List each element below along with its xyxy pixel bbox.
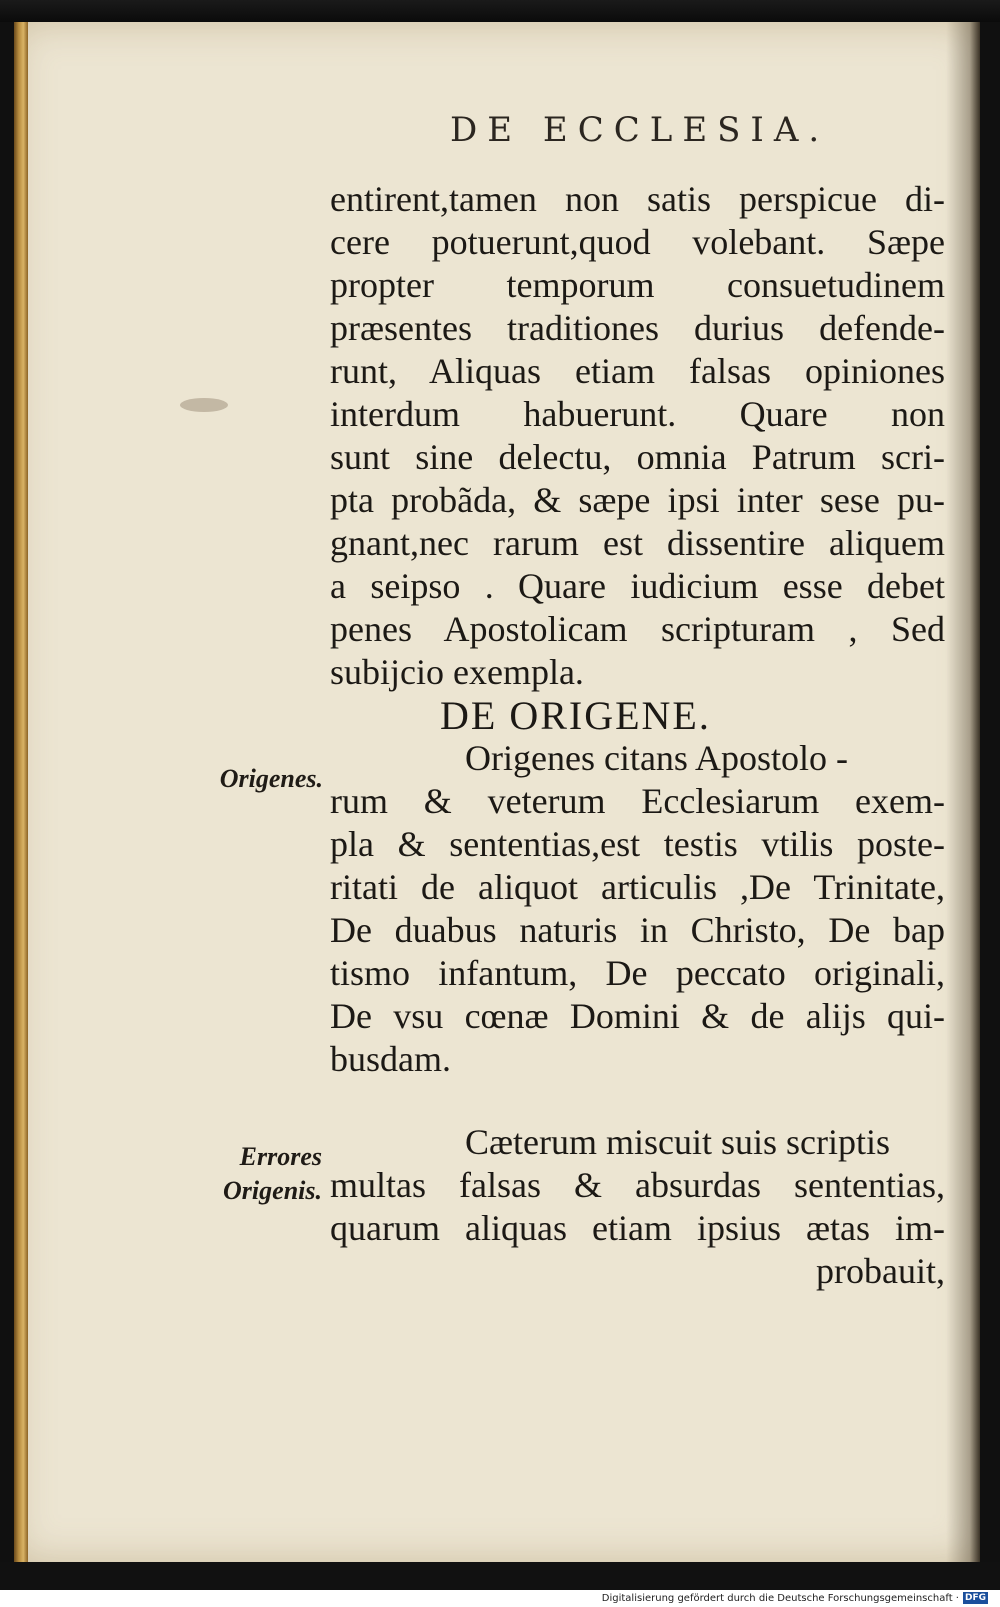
margin-note-errores <box>150 1140 322 1208</box>
text-line: runt, Aliquas etiam falsas opiniones <box>330 351 945 391</box>
paragraph-gap <box>330 1081 945 1121</box>
text-line: propter temporum consuetudinem <box>330 265 945 305</box>
text-line: Origenes citans Apostolo - <box>465 738 848 778</box>
text-line: busdam. <box>330 1039 451 1079</box>
text-line: quarum aliquas etiam ipsius ætas im- <box>330 1208 945 1248</box>
text-line: entirent,tamen non satis perspicue di- <box>330 179 945 219</box>
text-line: interdum habuerunt. Quare non <box>330 394 945 434</box>
text-line: pta probãda, & sæpe ipsi inter sese pu- <box>330 480 945 520</box>
text-line: præsentes traditiones durius defende- <box>330 308 945 348</box>
section-heading: DE ORIGENE. <box>440 694 711 737</box>
text-line: rum & veterum Ecclesiarum exem- <box>330 781 945 821</box>
text-line: pla & sententias,est testis vtilis poste- <box>330 824 945 864</box>
scan-bottom-border <box>0 1562 1000 1590</box>
text-line: De duabus naturis in Christo, De bap <box>330 910 945 950</box>
margin-note-errores-line1: Errores <box>239 1142 322 1171</box>
gilt-edge <box>14 22 28 1562</box>
text-line: multas falsas & absurdas sententias, <box>330 1165 945 1205</box>
text-line: ritati de aliquot articulis ,De Trinitate, <box>330 867 945 907</box>
text-line: sunt sine delectu, omnia Patrum scri- <box>330 437 945 477</box>
digitization-credit <box>602 1591 988 1605</box>
text-line: penes Apostolicam scripturam , Sed <box>330 609 945 649</box>
body-text <box>330 178 945 1293</box>
running-head: DE ECCLESIA. <box>450 110 830 150</box>
text-line: a seipso . Quare iudicium esse debet <box>330 566 945 606</box>
text-line: De vsu cœnæ Domini & de alijs qui- <box>330 996 945 1036</box>
scan-top-border <box>0 0 1000 22</box>
text-line: Cæterum miscuit suis scriptis <box>465 1122 891 1162</box>
credit-text: Digitalisierung gefördert durch die Deutsche Forschungsgemeinschaft · <box>601 1592 959 1604</box>
ink-stain <box>180 398 228 412</box>
text-line: tismo infantum, De peccato originali, <box>330 953 945 993</box>
catchword-line: probauit, <box>816 1251 945 1291</box>
text-line: cere potuerunt,quod volebant. Sæpe <box>330 222 945 262</box>
margin-note-origenes: Origenes. <box>219 764 323 793</box>
margin-note-errores-line2: Origenis. <box>223 1176 322 1205</box>
text-line: subijcio exempla. <box>330 652 584 692</box>
page-gutter-shadow <box>946 22 980 1562</box>
dfg-logo-icon: DFG <box>964 1593 986 1603</box>
text-line: gnant,nec rarum est dissentire aliquem <box>330 523 945 563</box>
